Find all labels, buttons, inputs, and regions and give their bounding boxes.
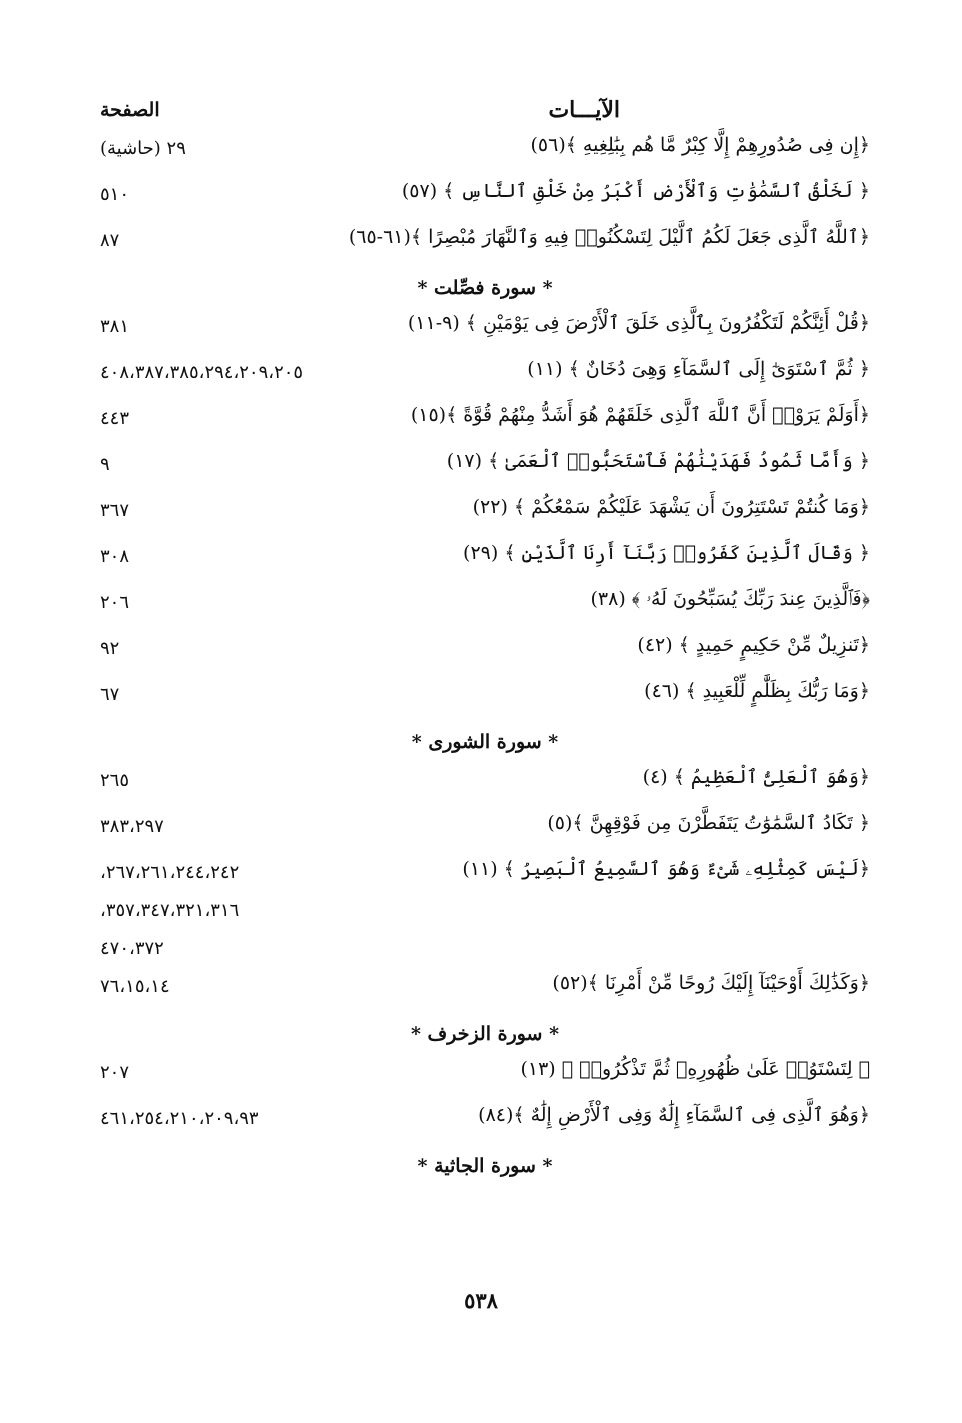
index-row bbox=[100, 1054, 870, 1100]
surah-heading: * سورة الجاثية * bbox=[417, 1155, 553, 1177]
page-reference-line: ٣٨١ bbox=[100, 316, 130, 337]
page-references bbox=[100, 222, 119, 260]
header-page: الصفحة bbox=[100, 99, 160, 121]
verse-text: ﴿ ثُمَّ ٱسْتَوَىٰٓ إِلَى ٱلسَّمَآءِ وَهِىَ دُخَانٌ ﴾ (١١) bbox=[527, 358, 870, 380]
page-references bbox=[100, 854, 239, 968]
index-page bbox=[100, 90, 870, 1186]
page-references bbox=[100, 446, 110, 484]
verse-text: ﴿ تَكَادُ ٱلسَّمَٰوَٰتُ يَتَفَطَّرْنَ مِن فَوْقِهِنَّ ﴾(٥) bbox=[547, 812, 870, 834]
page-reference-line: ،٢٦٧،٢٦١،٢٤٤،٢٤٢ bbox=[100, 862, 240, 883]
index-row bbox=[100, 1100, 870, 1146]
verse-text: ﴿ وَقَالَ ٱلَّذِينَ كَفَرُوا۟ رَبَّنَآ أَرِنَا ٱلَّذَيْنِ ﴾ (٢٩) bbox=[463, 542, 870, 564]
index-row bbox=[100, 538, 870, 584]
verse-text: ﴿ وَأَمَّا ثَمُودُ فَهَدَيْنَٰهُمْ فَٱسْتَحَبُّوا۟ ٱلْعَمَىٰ ﴾ (١٧) bbox=[446, 450, 870, 472]
index-row bbox=[100, 400, 870, 446]
verse-text: ﴿وَهُوَ ٱلْعَلِىُّ ٱلْعَظِيمُ ﴾ (٤) bbox=[642, 766, 870, 788]
page-references bbox=[100, 1100, 259, 1138]
page-references bbox=[100, 762, 129, 800]
page-reference-line: ٧٦،١٥،١٤ bbox=[100, 976, 170, 997]
page-reference-line: ٩٢ bbox=[100, 638, 120, 659]
table-header bbox=[100, 90, 870, 130]
page-reference-line: ٢٩ (حاشية) bbox=[100, 138, 186, 159]
page-reference-line: ٣٦٧ bbox=[100, 500, 130, 521]
page-reference-line: ،٣٥٧،٣٤٧،٣٢١،٣١٦ bbox=[100, 900, 240, 921]
page-references bbox=[100, 354, 303, 392]
page-references bbox=[100, 630, 119, 668]
verse-text: ﴿أَوَلَمْ يَرَوْا۟ أَنَّ ٱللَّهَ ٱلَّذِى خَلَقَهُمْ هُوَ أَشَدُّ مِنْهُمْ قُوَّةً ﴾(١٥) bbox=[410, 404, 870, 426]
header-ayat: الآيـــات bbox=[548, 97, 620, 123]
index-row bbox=[100, 354, 870, 400]
verse-text: ﴿وَهُوَ ٱلَّذِى فِى ٱلسَّمَآءِ إِلَٰهٌ وَفِى ٱلْأَرْضِ إِلَٰهٌ ﴾(٨٤) bbox=[478, 1104, 870, 1126]
index-row bbox=[100, 630, 870, 676]
page-references bbox=[100, 1054, 129, 1092]
index-row bbox=[100, 676, 870, 722]
verse-text: ﴿تَنزِيلٌ مِّنْ حَكِيمٍ حَمِيدٍ ﴾ (٤٢) bbox=[637, 634, 870, 656]
page-reference-line: ٩ bbox=[100, 454, 110, 475]
index-row bbox=[100, 222, 870, 268]
verse-text: ﴿وَمَا رَبُّكَ بِظَلَّٰمٍ لِّلْعَبِيدِ ﴾ (٤٦) bbox=[644, 680, 870, 702]
page-references bbox=[100, 308, 129, 346]
index-row bbox=[100, 968, 870, 1014]
index-row bbox=[100, 308, 870, 354]
index-row bbox=[100, 854, 870, 968]
page-number: ٥٣٨ bbox=[464, 1288, 498, 1313]
index-row bbox=[100, 446, 870, 492]
verse-text: ﴿ لَخَلْقُ ٱلسَّمَٰوَٰتِ وَٱلْأَرْضِ أَكْبَرُ مِنْ خَلْقِ ٱلنَّاسِ ﴾ (٥٧) bbox=[401, 180, 870, 202]
verse-text: ﴿ لِتَسْتَوُا۟ عَلَىٰ ظُهُورِهِۦ ثُمَّ تَذْكُرُوا۟ ﴾ (١٣) bbox=[520, 1058, 870, 1080]
surah-heading: * سورة الزخرف * bbox=[410, 1023, 560, 1045]
page-reference-line: ٨٧ bbox=[100, 230, 120, 251]
page-references bbox=[100, 584, 129, 622]
page-references bbox=[100, 538, 129, 576]
verse-text: ﴿فَٱلَّذِينَ عِندَ رَبِّكَ يُسَبِّحُونَ لَهُۥ ﴾ (٣٨) bbox=[590, 588, 870, 610]
page-references bbox=[100, 492, 129, 530]
page-reference-line: ٣٨٣،٢٩٧ bbox=[100, 816, 164, 837]
surah-heading: * سورة الشورى * bbox=[411, 731, 559, 753]
page-reference-line: ٢٦٥ bbox=[100, 770, 130, 791]
page-reference-line: ٤٧٠،٣٧٢ bbox=[100, 938, 164, 959]
page-references bbox=[100, 400, 129, 438]
index-row bbox=[100, 492, 870, 538]
verse-text: ﴿لَيْسَ كَمِثْلِهِۦ شَىْءٌ وَهُوَ ٱلسَّمِيعُ ٱلْبَصِيرُ ﴾ (١١) bbox=[462, 858, 870, 880]
page-reference-line: ٢٠٦ bbox=[100, 592, 130, 613]
page-reference-line: ٥١٠ bbox=[100, 184, 130, 205]
verse-text: ﴿وَمَا كُنتُمْ تَسْتَتِرُونَ أَن يَشْهَدَ عَلَيْكُمْ سَمْعُكُمْ ﴾ (٢٢) bbox=[472, 496, 870, 518]
index-row bbox=[100, 584, 870, 630]
page-references bbox=[100, 176, 129, 214]
page-reference-line: ٢٠٧ bbox=[100, 1062, 130, 1083]
verse-text: ﴿ٱللَّهُ ٱلَّذِى جَعَلَ لَكُمُ ٱلَّيْلَ لِتَسْكُنُوا۟ فِيهِ وَٱلنَّهَارَ مُبْصِرًا ﴾(٦١-٦٥) bbox=[348, 226, 870, 248]
surah-heading: * سورة فصِّلت * bbox=[417, 277, 553, 299]
verse-text: ﴿إِن فِى صُدُورِهِمْ إِلَّا كِبْرٌ مَّا هُم بِبَٰلِغِيهِ ﴾(٥٦) bbox=[530, 134, 870, 156]
page-reference-line: ٦٧ bbox=[100, 684, 120, 705]
index-row bbox=[100, 176, 870, 222]
page-references bbox=[100, 808, 164, 846]
page-references bbox=[100, 968, 170, 1006]
page-reference-line: ٤٠٨،٣٨٧،٣٨٥،٢٩٤،٢٠٩،٢٠٥ bbox=[100, 362, 304, 383]
page-reference-line: ٤٤٣ bbox=[100, 408, 130, 429]
page-reference-line: ٣٠٨ bbox=[100, 546, 130, 567]
index-row bbox=[100, 808, 870, 854]
verse-text: ﴿قُلْ أَئِنَّكُمْ لَتَكْفُرُونَ بِٱلَّذِى خَلَقَ ٱلْأَرْضَ فِى يَوْمَيْنِ ﴾ (٩-١١) bbox=[407, 312, 870, 334]
index-row bbox=[100, 762, 870, 808]
index-rows bbox=[100, 130, 870, 1186]
verse-text: ﴿وَكَذَٰلِكَ أَوْحَيْنَآ إِلَيْكَ رُوحًا مِّنْ أَمْرِنَا ﴾(٥٢) bbox=[552, 972, 870, 994]
page-references bbox=[100, 130, 186, 168]
index-row bbox=[100, 130, 870, 176]
page-references bbox=[100, 676, 119, 714]
page-reference-line: ٤٦١،٢٥٤،٢١٠،٢٠٩،٩٣ bbox=[100, 1108, 259, 1129]
